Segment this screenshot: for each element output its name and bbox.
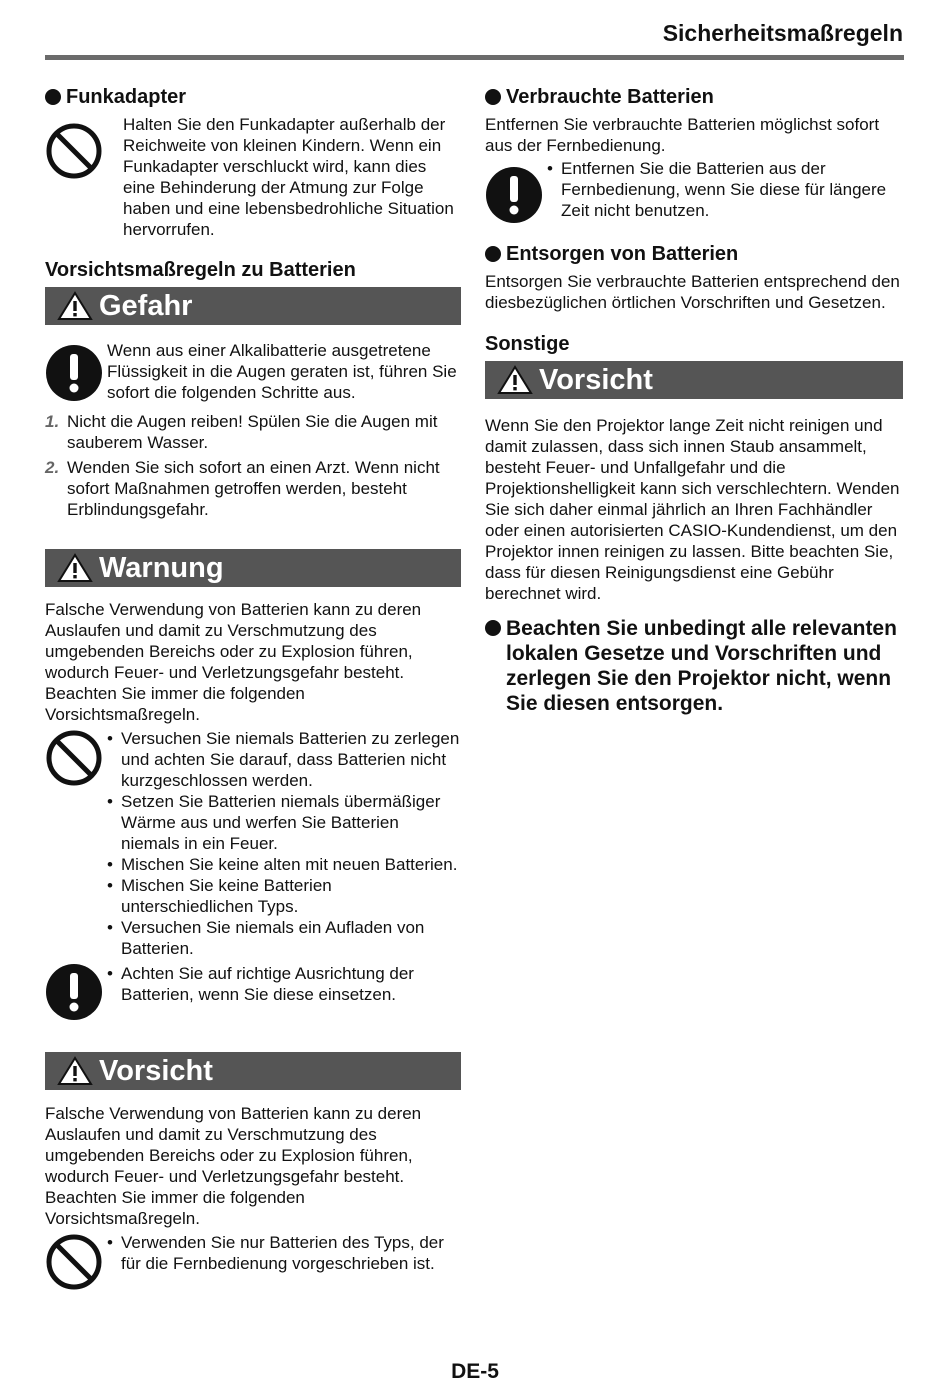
list-item: • Entfernen Sie die Batterien aus der Fernbedienung, wenn Sie diese für längere Zeit nicht benutzen. [547, 158, 903, 221]
page-number: DE-5 [451, 1360, 499, 1383]
prohibition-icon [45, 122, 103, 180]
list-item: • Versuchen Sie niemals Batterien zu zerlegen und achten Sie darauf, dass Batterien nicht kurzgeschlossen werden. [107, 728, 461, 791]
warnung-banner: Warnung [45, 549, 461, 587]
verbraucht-text: Entfernen Sie verbrauchte Batterien möglichst sofort aus der Fernbedienung. [485, 115, 880, 155]
left-column [45, 84, 461, 1296]
warnung-intro: Falsche Verwendung von Batterien kann zu deren Auslaufen und damit zu Verschmutzung des umgebenden Bereichs oder zu Explosion führen, wodurch Feuer- und Verletzungsgefahr besteht. Beachten Sie immer die folgenden Vorsichtsmaßregeln. [45, 600, 422, 724]
right-column [485, 84, 903, 716]
mandatory-action-icon [485, 166, 543, 224]
dispose-bullet: Beachten Sie unbedingt alle relevanten lokalen Gesetze und Vorschriften und zerlegen Sie den Projektor nicht, wenn Sie diesen entsorgen. [485, 616, 903, 716]
funkadapter-text: Halten Sie den Funkadapter außerhalb der Reichweite von kleinen Kindern. Wenn ein Funkadapter verschluckt wird, kann dies eine Behinderung der Atmung zur Folge haben und eine lebensbedrohliche Situation hervorrufen. [123, 115, 454, 239]
verbraucht-heading: Verbrauchte Batterien [485, 84, 903, 110]
list-item: • Achten Sie auf richtige Ausrichtung der Batterien, wenn Sie diese einsetzen. [107, 963, 461, 1005]
vorsicht-banner-right: Vorsicht [485, 361, 903, 399]
prohibition-icon [45, 1233, 103, 1291]
gefahr-banner: Gefahr [45, 287, 461, 325]
vorsicht-prohibited-list [107, 1232, 461, 1296]
sonstige-vorsicht-text: Wenn Sie den Projektor lange Zeit nicht reinigen und damit zulassen, dass sich innen Staub ansammelt, besteht Feuer- und Unfallgefahr und die Projektionshelligkeit kann sich verschlechtern. Wenden Sie sich daher einmal jährlich an Ihren Fachhändler oder einen autorisierten CASIO-Kundendienst, um den Projektor innen reinigen zu lassen. Bitte beachten Sie, dass für diesen Reinigungsdienst eine Gebühr berechnet wird. [485, 416, 900, 603]
entsorgen-text: Entsorgen Sie verbrauchte Batterien entsprechend den diesbezüglichen örtlichen Vorschriften und Gesetzen. [485, 272, 900, 312]
prohibition-icon [45, 729, 103, 787]
entsorgen-heading: Entsorgen von Batterien [485, 241, 903, 267]
vorsicht-intro: Falsche Verwendung von Batterien kann zu deren Auslaufen und damit zu Verschmutzung des umgebenden Bereichs oder zu Explosion führen, wodurch Feuer- und Verletzungsgefahr besteht. Beachten Sie immer die folgenden Vorsichtsmaßregeln. [45, 1104, 422, 1228]
sonstige-heading: Sonstige [485, 333, 570, 355]
gefahr-steps [45, 411, 461, 520]
bullet-dot [45, 89, 61, 105]
funkadapter-block [45, 114, 461, 240]
list-item: • Mischen Sie keine alten mit neuen Batterien. [107, 854, 461, 875]
gefahr-text: Wenn aus einer Alkalibatterie ausgetretene Flüssigkeit in die Augen geraten ist, führen Sie sofort die folgenden Schritte aus. [107, 341, 457, 402]
list-item: 1. Nicht die Augen reiben! Spülen Sie die Augen mit sauberem Wasser. [45, 412, 438, 452]
list-item: 2. Wenden Sie sich sofort an einen Arzt. Wenn nicht sofort Maßnahmen getroffen werden, besteht Erblindungsgefahr. [45, 458, 440, 519]
mandatory-action-icon [45, 344, 103, 402]
warnung-prohibited-block [45, 728, 461, 959]
header-rule [45, 55, 904, 60]
list-item: • Verwenden Sie nur Batterien des Typs, der für die Fernbedienung vorgeschrieben ist. [107, 1232, 461, 1274]
mandatory-action-icon [45, 963, 103, 1021]
list-item: • Mischen Sie keine Batterien unterschiedlichen Typs. [107, 875, 461, 917]
list-item: • Setzen Sie Batterien niemals übermäßiger Wärme aus und werfen Sie Batterien niemals in ein Feuer. [107, 791, 461, 854]
verbraucht-list [547, 158, 903, 229]
warnung-mandatory-block [45, 963, 461, 1026]
page-title: Sicherheitsmaßregeln [662, 20, 903, 46]
warning-triangle-icon [497, 365, 533, 395]
vorsicht-banner-left: Vorsicht [45, 1052, 461, 1090]
funkadapter-heading: Funkadapter [45, 84, 461, 110]
warning-triangle-icon [57, 1056, 93, 1086]
warning-triangle-icon [57, 291, 93, 321]
bullet-dot [485, 620, 501, 636]
list-item: • Versuchen Sie niemals ein Aufladen von Batterien. [107, 917, 461, 959]
batteries-heading: Vorsichtsmaßregeln zu Batterien [45, 259, 356, 281]
gefahr-block [45, 340, 461, 407]
warning-triangle-icon [57, 553, 93, 583]
vorsicht-prohibited-block [45, 1232, 461, 1296]
verbraucht-block [485, 158, 903, 229]
bullet-dot [485, 246, 501, 262]
warnung-prohibited-list [107, 728, 461, 959]
warnung-mandatory-list [107, 963, 461, 1026]
bullet-dot [485, 89, 501, 105]
